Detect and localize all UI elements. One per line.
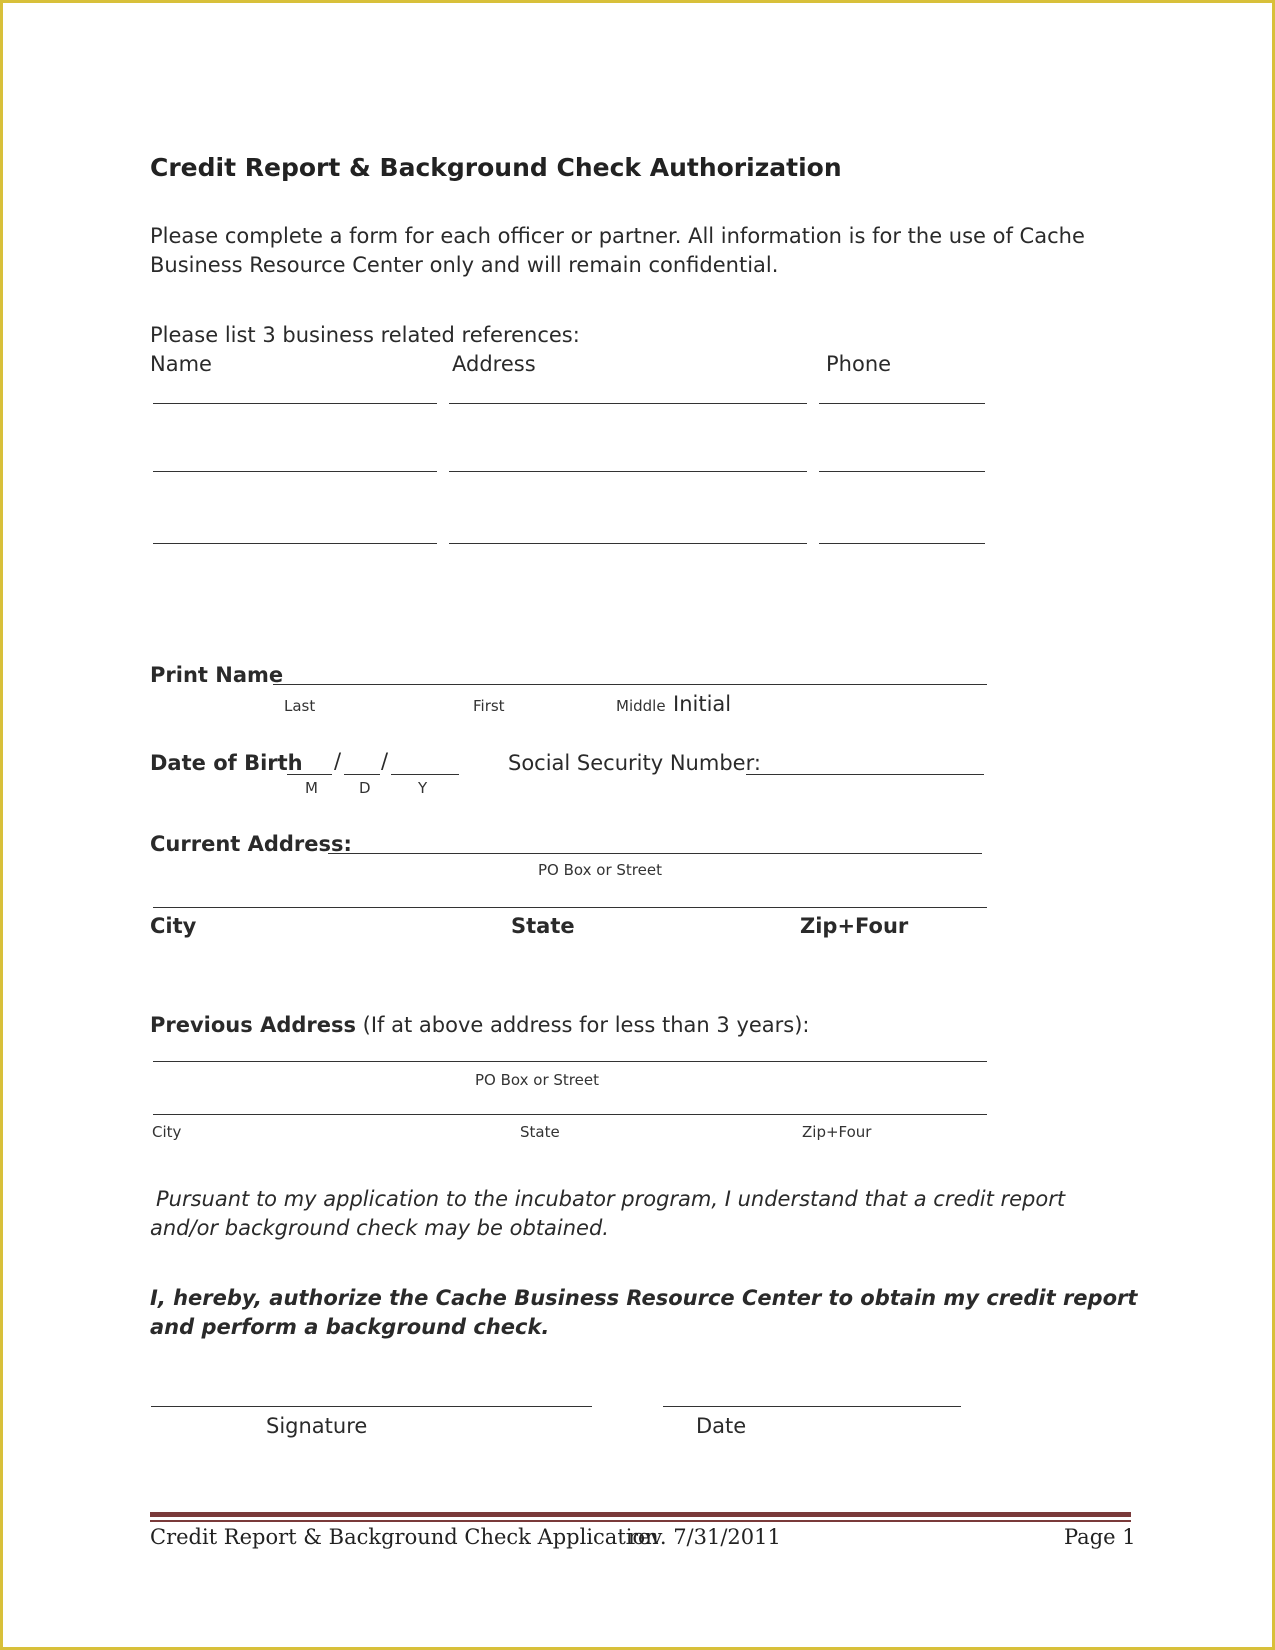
- previous-address-city-line[interactable]: [153, 1114, 987, 1115]
- date-line[interactable]: [663, 1406, 961, 1407]
- dob-sub-y: Y: [418, 779, 428, 797]
- dob-sub-d: D: [359, 779, 371, 797]
- dob-year-line[interactable]: [391, 774, 459, 775]
- dob-day-line[interactable]: [344, 774, 380, 775]
- references-col-address: Address: [452, 352, 536, 376]
- current-address-street-line[interactable]: [328, 853, 982, 854]
- pursuant-statement: Pursuant to my application to the incubator program, I understand that a credit report and/or background check may be obtained.: [150, 1187, 1066, 1240]
- previous-address-street-line[interactable]: [153, 1061, 987, 1062]
- footer-document-title: Credit Report & Background Check Application: [150, 1525, 659, 1549]
- dob-label: Date of Birth: [150, 751, 303, 775]
- dob-sep-2: /: [381, 749, 389, 773]
- dob-month-line[interactable]: [287, 774, 332, 775]
- references-col-phone: Phone: [826, 352, 892, 376]
- print-name-sub-initial: Initial: [673, 692, 732, 716]
- footer-revision: rev. 7/31/2011: [628, 1525, 781, 1549]
- previous-address-zip: Zip+Four: [802, 1123, 872, 1141]
- date-label: Date: [696, 1414, 747, 1438]
- previous-address-note: (If at above address for less than 3 years):: [362, 1013, 810, 1037]
- footer-page-number: Page 1: [1064, 1525, 1136, 1549]
- authorization-statement: I, hereby, authorize the Cache Business Resource Center to obtain my credit report and perform a background check.: [150, 1286, 1138, 1339]
- previous-address-city: City: [152, 1123, 182, 1141]
- signature-line[interactable]: [151, 1406, 592, 1407]
- print-name-line[interactable]: [273, 684, 987, 685]
- reference-1-name-line[interactable]: [153, 403, 437, 404]
- current-address-label: Current Address:: [150, 832, 352, 856]
- print-name-sub-first: First: [473, 697, 505, 715]
- page-title: Credit Report & Background Check Authorization: [150, 153, 842, 182]
- reference-1-address-line[interactable]: [449, 403, 807, 404]
- references-prompt: Please list 3 business related references:: [150, 323, 580, 347]
- reference-2-phone-line[interactable]: [819, 471, 985, 472]
- signature-label: Signature: [266, 1414, 368, 1438]
- ssn-line[interactable]: [746, 774, 984, 775]
- ssn-label: Social Security Number:: [508, 751, 761, 775]
- reference-2-address-line[interactable]: [449, 471, 807, 472]
- references-col-name: Name: [150, 352, 212, 376]
- reference-2-name-line[interactable]: [153, 471, 437, 472]
- print-name-sub-last: Last: [284, 697, 316, 715]
- footer-divider-thin: [150, 1520, 1131, 1522]
- reference-3-phone-line[interactable]: [819, 543, 985, 544]
- current-address-city: City: [150, 914, 197, 938]
- current-address-sub-street: PO Box or Street: [538, 861, 662, 879]
- print-name-sub-middle: Middle: [616, 697, 666, 715]
- previous-address-label: Previous Address: [150, 1013, 356, 1037]
- current-address-state: State: [511, 914, 575, 938]
- previous-address-heading: [150, 1013, 810, 1037]
- dob-sep-1: /: [334, 749, 342, 773]
- print-name-label: Print Name: [150, 663, 284, 687]
- reference-1-phone-line[interactable]: [819, 403, 985, 404]
- footer-divider-thick: [150, 1512, 1131, 1517]
- previous-address-sub-street: PO Box or Street: [475, 1071, 599, 1089]
- reference-3-address-line[interactable]: [449, 543, 807, 544]
- current-address-city-line[interactable]: [153, 907, 987, 908]
- previous-address-state: State: [520, 1123, 560, 1141]
- dob-sub-m: M: [305, 779, 318, 797]
- intro-text: Please complete a form for each officer or partner. All information is for the use of Cache Business Resource Center only and will remain confidential.: [150, 224, 1085, 277]
- current-address-zip: Zip+Four: [800, 914, 909, 938]
- reference-3-name-line[interactable]: [153, 543, 437, 544]
